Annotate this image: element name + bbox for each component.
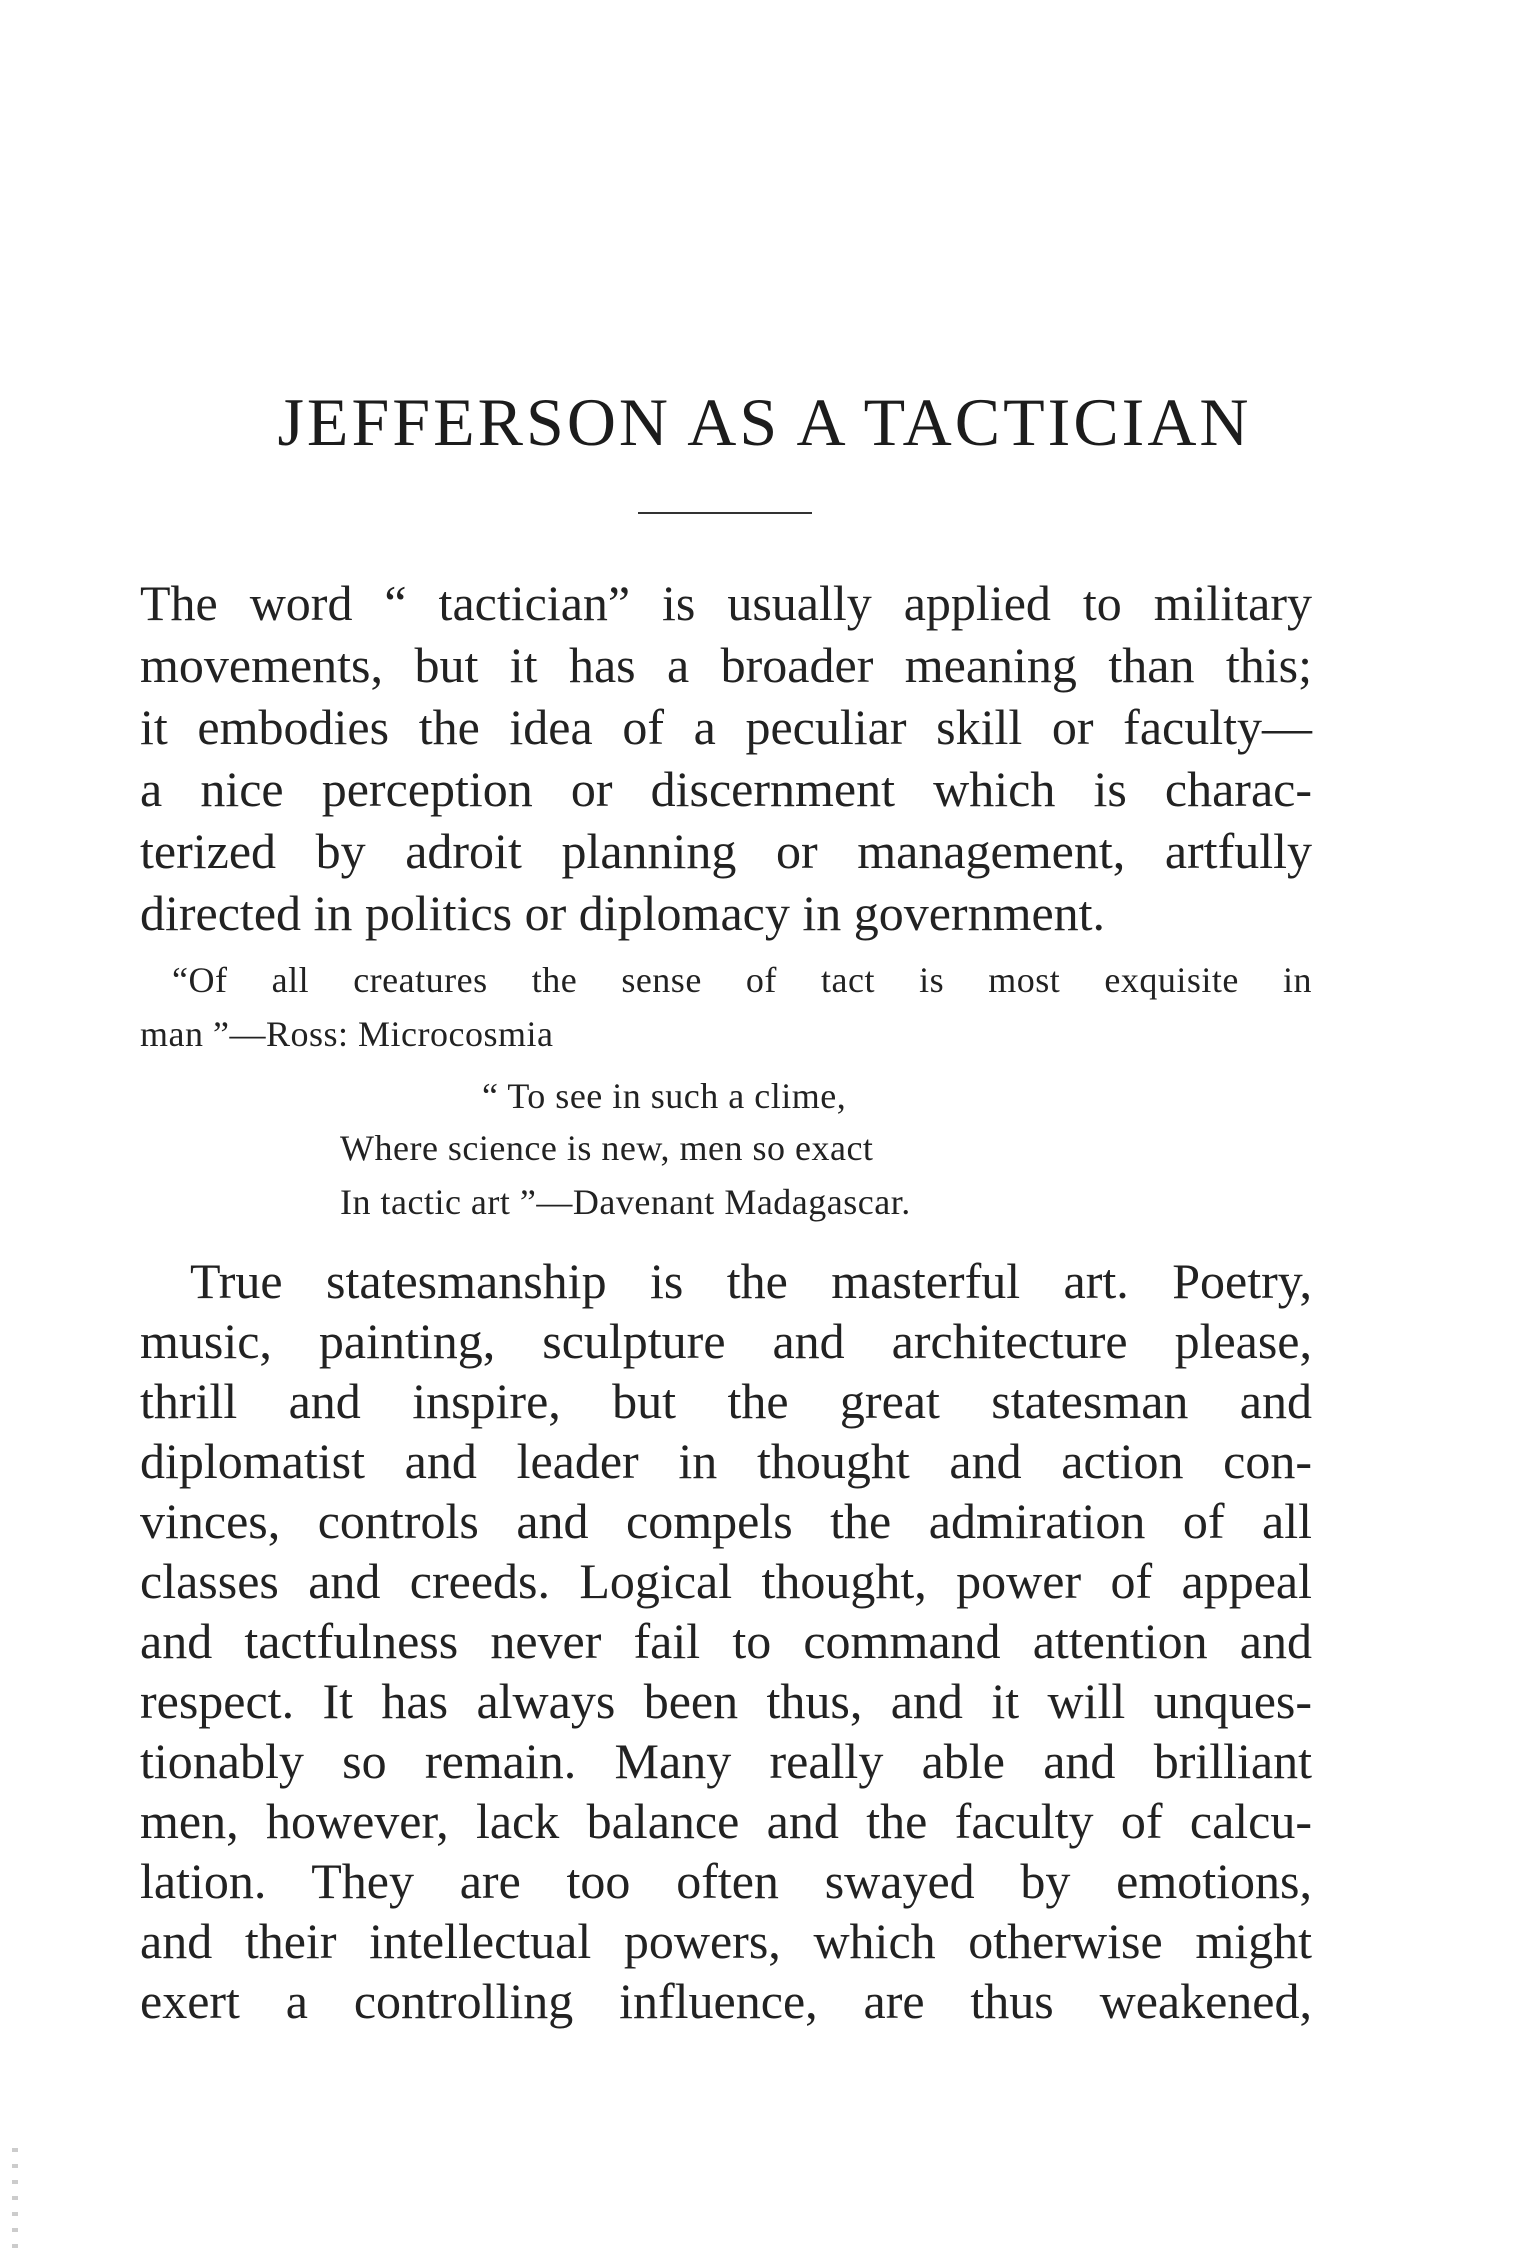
paragraph2-line: classes and creeds. Logical thought, power of appeal xyxy=(140,1553,1312,1609)
verse-line: “ To see in such a clime, xyxy=(482,1076,847,1116)
paragraph2-line: thrill and inspire, but the great statesman and xyxy=(140,1373,1312,1429)
paragraph2-line: diplomatist and leader in thought and action con- xyxy=(140,1433,1312,1489)
chapter-title: JEFFERSON AS A TACTICIAN xyxy=(277,384,1252,460)
paragraph1-line: terized by adroit planning or management, artfully xyxy=(140,823,1312,879)
paragraph2-line: respect. It has always been thus, and it will unques- xyxy=(140,1673,1312,1729)
scan-margin-specks xyxy=(12,2148,18,2248)
paragraph2-line: True statesmanship is the masterful art. Poetry, xyxy=(190,1253,1312,1309)
paragraph2-line: men, however, lack balance and the faculty of calcu- xyxy=(140,1793,1312,1849)
paragraph2-line: lation. They are too often swayed by emotions, xyxy=(140,1853,1312,1909)
paragraph1-line: it embodies the idea of a peculiar skill or faculty— xyxy=(140,699,1312,755)
verse-line: In tactic art ”—Davenant Madagascar. xyxy=(340,1182,911,1222)
paragraph2-line: tionably so remain. Many really able and brilliant xyxy=(140,1733,1312,1789)
paragraph1-line: a nice perception or discernment which is charac- xyxy=(140,761,1312,817)
paragraph2-line: music, painting, sculpture and architecture please, xyxy=(140,1313,1312,1369)
paragraph2-line: vinces, controls and compels the admiration of all xyxy=(140,1493,1312,1549)
paragraph2-line: and tactfulness never fail to command attention and xyxy=(140,1613,1312,1669)
quote-line: “Of all creatures the sense of tact is most exquisite in xyxy=(172,960,1312,1000)
paragraph1-line: The word “ tactician” is usually applied to military xyxy=(140,575,1312,631)
paragraph2-line: and their intellectual powers, which otherwise might xyxy=(140,1913,1312,1969)
verse-line: Where science is new, men so exact xyxy=(340,1128,874,1168)
paragraph2-line: exert a controlling influence, are thus weakened, xyxy=(140,1973,1312,2029)
paragraph1-line: movements, but it has a broader meaning than this; xyxy=(140,637,1312,693)
title-rule xyxy=(638,512,812,514)
paragraph1-line: directed in politics or diplomacy in government. xyxy=(140,885,1106,941)
quote-line: man ”—Ross: Microcosmia xyxy=(140,1014,554,1054)
